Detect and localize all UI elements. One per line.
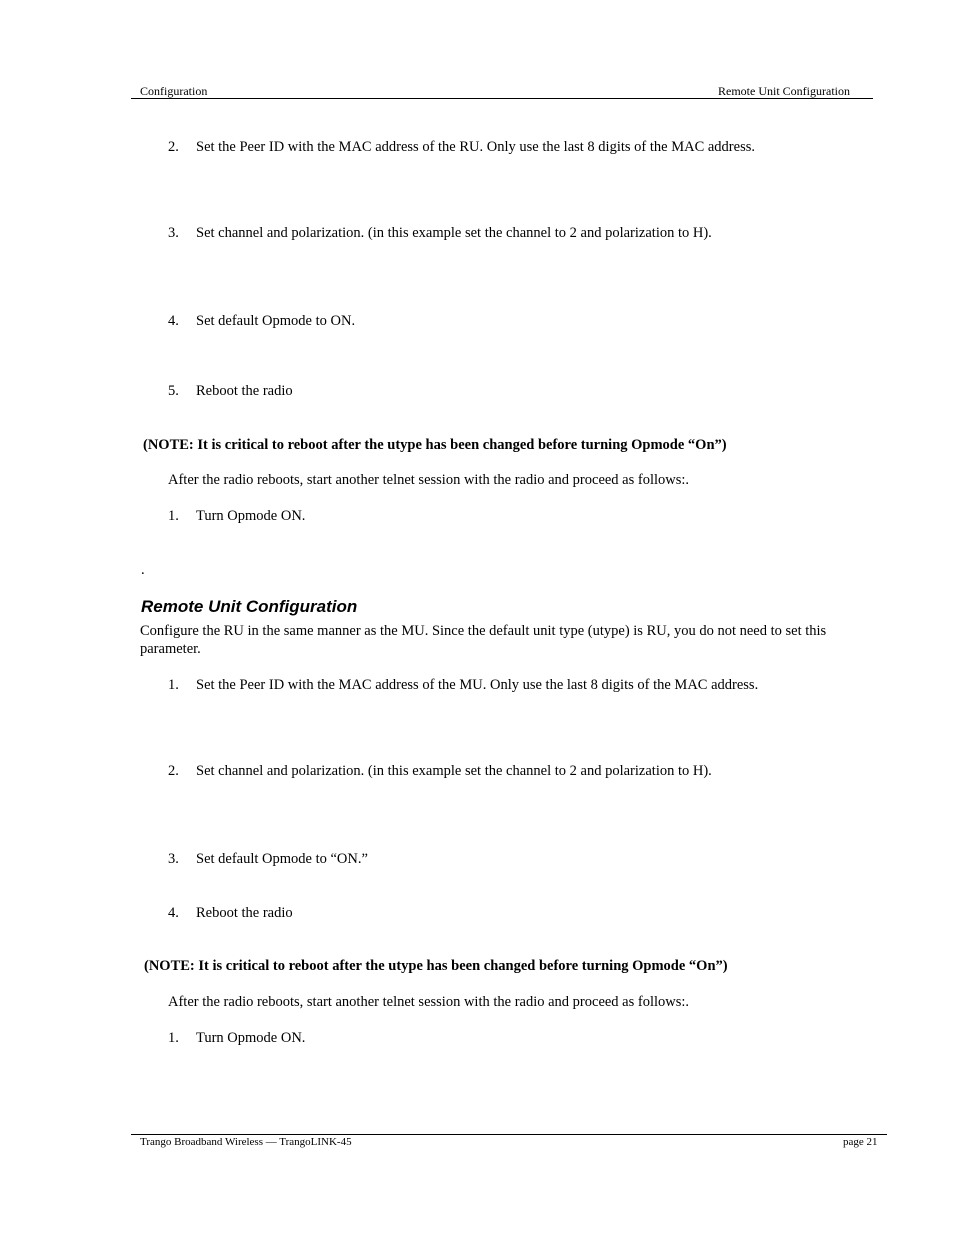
step-text: Set channel and polarization. (in this example set the channel to 2 and polarization to H). — [196, 225, 712, 241]
step-number: 3. — [168, 225, 179, 241]
step-number: 1. — [168, 508, 179, 524]
header-rule — [131, 98, 873, 99]
footer-page-number: page 21 — [843, 1136, 878, 1148]
section1-after-text: After the radio reboots, start another telnet session with the radio and proceed as follows:. — [168, 472, 690, 488]
section2-note: (NOTE: It is critical to reboot after the utype has been changed before turning Opmode “On”) — [144, 958, 728, 974]
step-text: Set default Opmode to ON. — [196, 313, 356, 329]
step-number: 3. — [168, 851, 179, 867]
step-text: Set the Peer ID with the MAC address of the RU. Only use the last 8 digits of the MAC address. — [196, 139, 755, 155]
step-number: 1. — [168, 677, 179, 693]
step-number: 1. — [168, 1030, 179, 1046]
footer-left: Trango Broadband Wireless — TrangoLINK-45 — [140, 1136, 352, 1148]
step-number: 2. — [168, 139, 179, 155]
section-heading: Remote Unit Configuration — [141, 597, 358, 616]
header-right: Remote Unit Configuration — [718, 84, 850, 98]
step-text: Reboot the radio — [196, 905, 293, 921]
step-text: Turn Opmode ON. — [196, 508, 306, 524]
step-text: Reboot the radio — [196, 383, 293, 399]
header-left: Configuration — [140, 84, 208, 98]
section2-intro-line1: Configure the RU in the same manner as the MU. Since the default unit type (utype) is RU, you do not need to set this — [140, 623, 827, 639]
step-text: Set the Peer ID with the MAC address of the MU. Only use the last 8 digits of the MAC address. — [196, 677, 759, 693]
step-text: Set default Opmode to “ON.” — [196, 851, 368, 867]
step-number: 4. — [168, 905, 179, 921]
step-number: 2. — [168, 763, 179, 779]
footer-rule — [131, 1134, 887, 1135]
stray-dot: . — [141, 562, 145, 578]
step-number: 4. — [168, 313, 179, 329]
step-number: 5. — [168, 383, 179, 399]
section2-after-text: After the radio reboots, start another telnet session with the radio and proceed as follows:. — [168, 994, 690, 1010]
step-text: Turn Opmode ON. — [196, 1030, 306, 1046]
step-text: Set channel and polarization. (in this example set the channel to 2 and polarization to H). — [196, 763, 712, 779]
section2-intro-line2: parameter. — [140, 641, 201, 657]
section1-note: (NOTE: It is critical to reboot after the utype has been changed before turning Opmode “On”) — [143, 437, 727, 453]
